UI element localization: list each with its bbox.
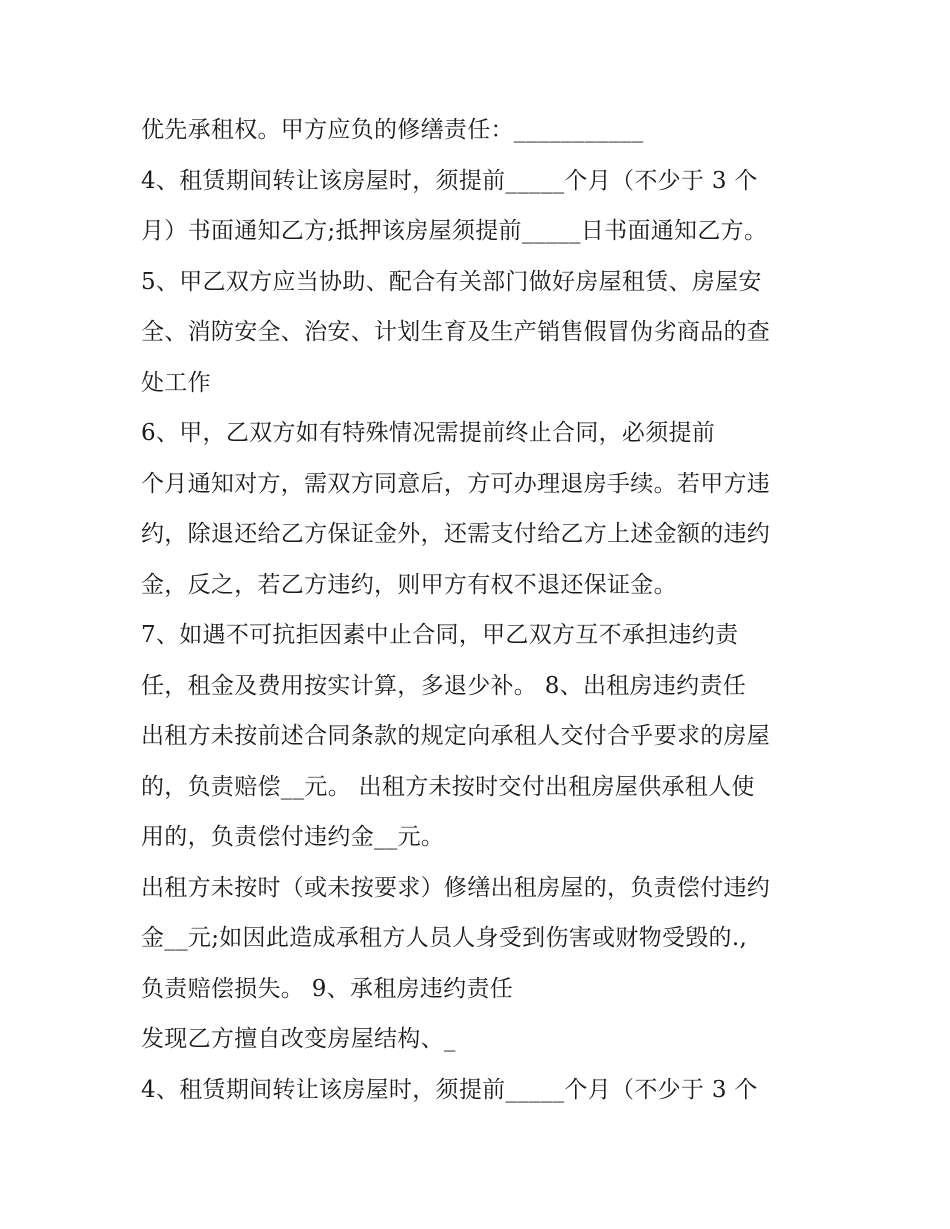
text-line-15: 用的，负责偿付违约金__元。	[141, 824, 445, 850]
text-line-12: 任，租金及费用按实计算，多退少补。 8、出租房违约责任	[141, 673, 747, 699]
text-line-19: 发现乙方擅自改变房屋结构、_	[141, 1026, 456, 1052]
text-line-8: 个月通知对方，需双方同意后，方可办理退房手续。若甲方违	[141, 471, 771, 497]
text-line-20: 4、租赁期间转让该房屋时，须提前_____个月（不少于 3 个	[141, 1077, 758, 1103]
text-line-3: 月）书面通知乙方;抵押该房屋须提前_____日书面通知乙方。	[141, 218, 768, 244]
text-line-13: 出租方未按前述合同条款的规定向承租人交付合乎要求的房屋	[141, 723, 771, 749]
text-line-14: 的，负责赔偿__元。 出租方未按时交付出租房屋供承租人使	[141, 774, 755, 800]
text-line-11: 7、如遇不可抗拒因素中止合同，甲乙双方互不承担违约责	[141, 622, 739, 648]
text-line-18: 负责赔偿损失。 9、承租房违约责任	[141, 976, 514, 1002]
text-line-6: 处工作	[141, 370, 211, 396]
text-line-7: 6、甲，乙双方如有特殊情况需提前终止合同，必须提前	[141, 420, 716, 446]
text-line-1: 优先承租权。甲方应负的修缮责任：___________	[141, 117, 644, 143]
text-line-4: 5、甲乙双方应当协助、配合有关部门做好房屋租赁、房屋安	[141, 269, 762, 295]
text-line-5: 全、消防安全、治安、计划生育及生产销售假冒伪劣商品的查	[141, 319, 771, 345]
text-line-17: 金__元;如因此造成承租方人员人身受到伤害或财物受毁的.,	[141, 925, 748, 951]
text-line-16: 出租方未按时（或未按要求）修缮出租房屋的，负责偿付违约	[141, 875, 771, 901]
text-line-2: 4、租赁期间转让该房屋时，须提前_____个月（不少于 3 个	[141, 168, 758, 194]
text-line-10: 金，反之，若乙方违约，则甲方有权不退还保证金。	[141, 572, 677, 598]
text-line-9: 约，除退还给乙方保证金外，还需支付给乙方上述金额的违约	[141, 521, 771, 547]
